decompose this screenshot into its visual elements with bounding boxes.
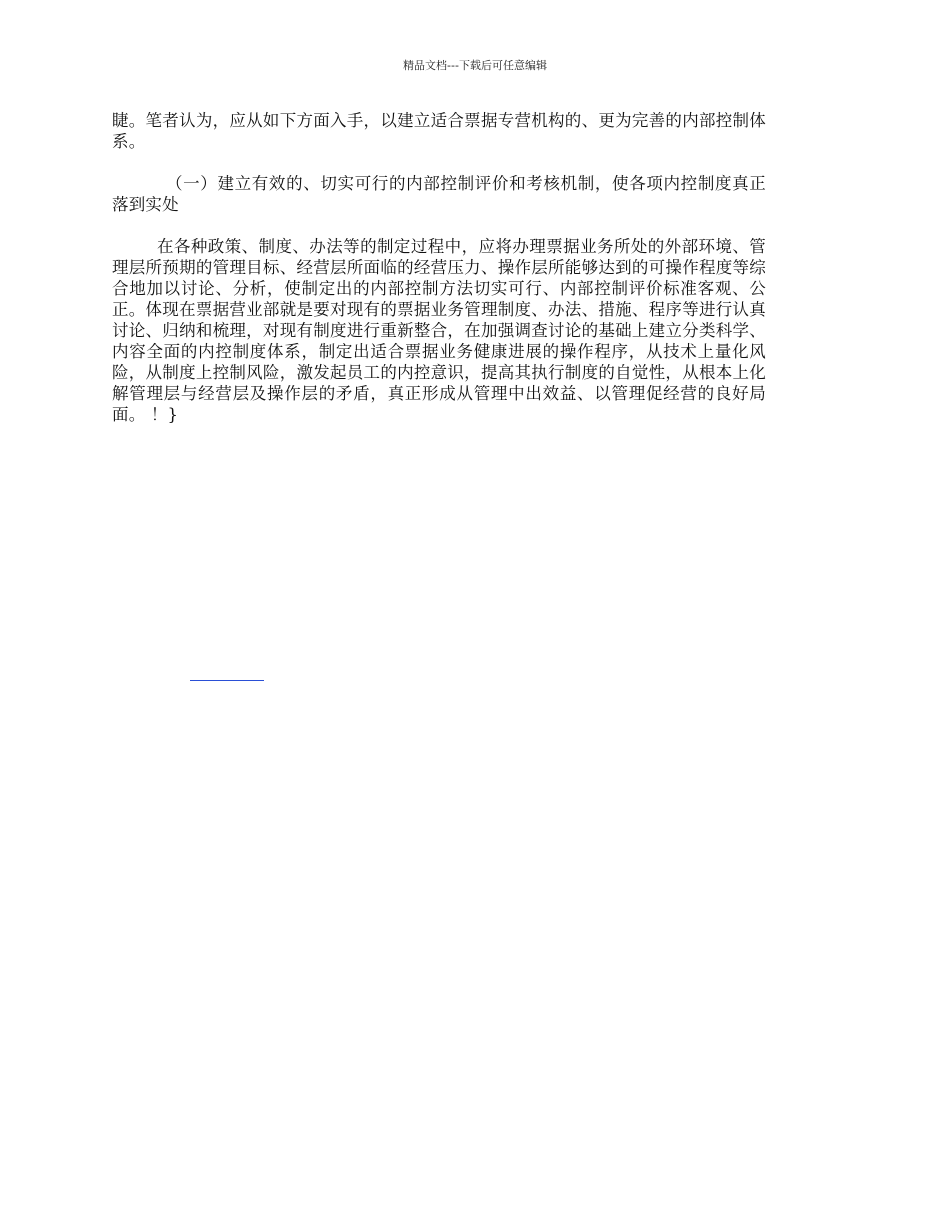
body-paragraph: 在各种政策、制度、办法等的制定过程中，应将办理票据业务所处的外部环境、管理层所预期的管理目标、经营层所面临的经营压力、操作层所能够达到的可操作程度等综合地加以讨论、分析，使制定出的内部控制方法切实可行、内部控制评价标准客观、公正。体现在票据营业部就是要对现有的票据业务管理制度、办法、措施、程序等进行认真讨论、归纳和梳理，对现有制度进行重新整合，在加强调查讨论的基础上建立分类科学、内容全面的内控制度体系，制定出适合票据业务健康进展的操作程序，从技术上量化风险，从制度上控制风险，激发起员工的内控意识，提高其执行制度的自觉性，从根本上化解管理层与经营层及操作层的矛盾，真正形成从管理中出效益、以管理促经营的良好局面。 ！} <box>112 237 766 424</box>
section-heading: （一）建立有效的、切实可行的内部控制评价和考核机制，使各项内控制度真正落到实处 <box>112 174 766 214</box>
intro-paragraph: 睫。笔者认为，应从如下方面入手，以建立适合票据专营机构的、更为完善的内部控制体系。 <box>112 111 766 151</box>
hyperlink-underline[interactable] <box>190 668 264 681</box>
document-body <box>112 110 766 425</box>
page-header: 精品文档---下载后可任意编辑 <box>403 59 547 72</box>
